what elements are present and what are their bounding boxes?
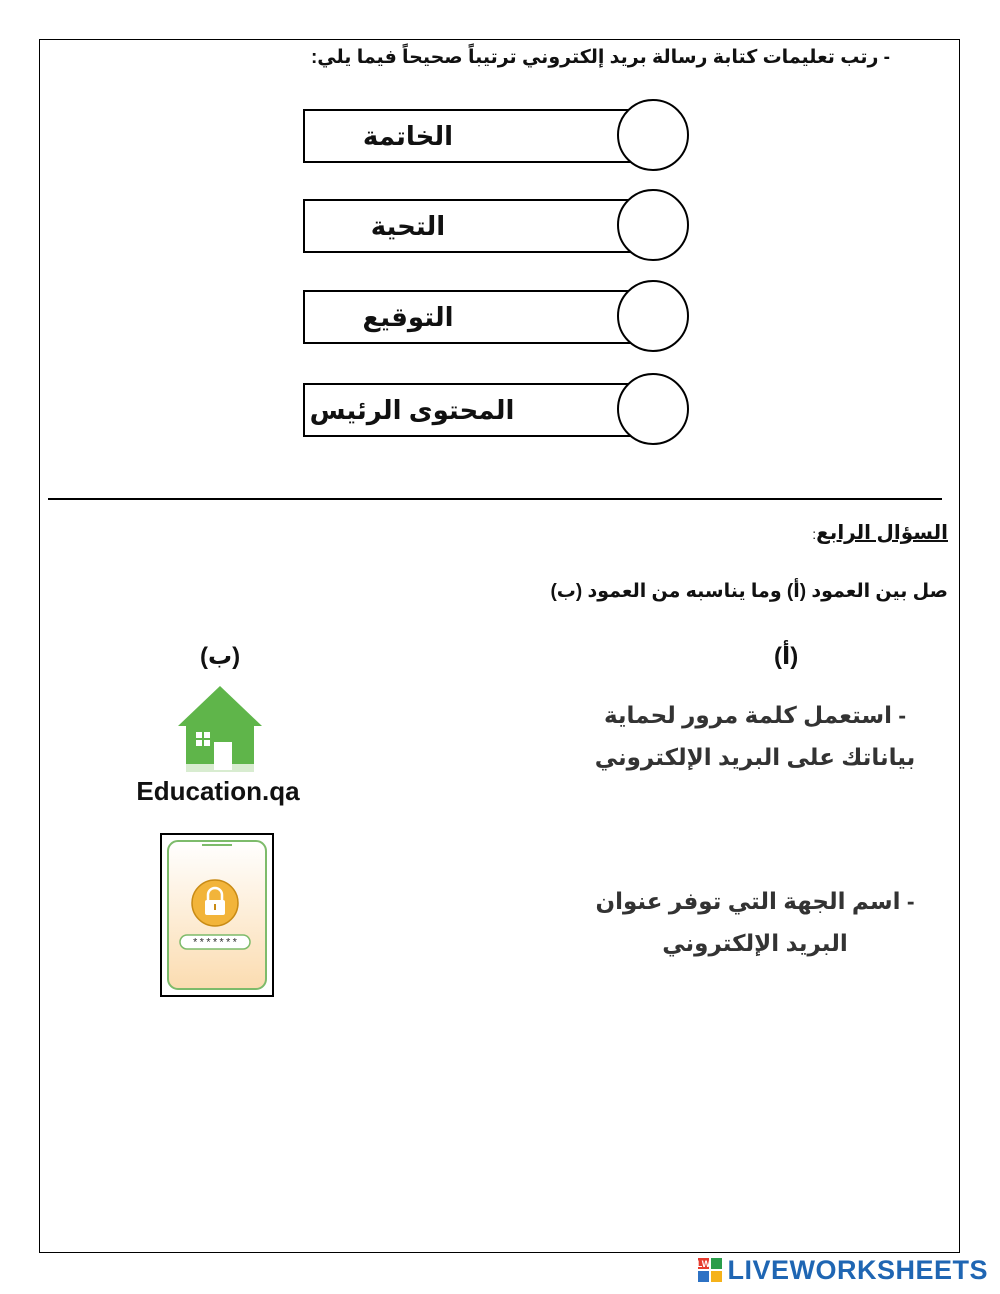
- order-label-box: [303, 199, 633, 253]
- order-label-box: [303, 109, 633, 163]
- order-label-box: [303, 383, 633, 437]
- section-divider: [48, 498, 942, 500]
- column-a-item-provider[interactable]: [590, 880, 920, 964]
- order-label: المحتوى الرئيس: [309, 394, 515, 425]
- liveworksheets-grid-icon: [697, 1257, 723, 1283]
- password-mask: *******: [191, 938, 239, 950]
- order-item-closing: [303, 99, 689, 173]
- column-a-item-password[interactable]: [590, 694, 920, 778]
- order-label: التوقيع: [362, 301, 454, 332]
- column-b-header: (ب): [200, 643, 241, 670]
- item-line-1: - اسم الجهة التي توفر عنوان: [595, 888, 915, 914]
- order-label: التحية: [370, 210, 446, 241]
- order-item-signature: [303, 280, 689, 354]
- order-number-input[interactable]: [617, 280, 689, 352]
- question-4-heading: [812, 520, 948, 545]
- order-label-box: [303, 290, 633, 344]
- heading-colon: :: [812, 526, 817, 542]
- phone-lock-icon[interactable]: [160, 833, 274, 997]
- column-a-header: (أ): [774, 643, 799, 670]
- order-number-input[interactable]: [617, 99, 689, 171]
- logo-letters: LW: [697, 1259, 711, 1269]
- liveworksheets-brand: LIVEWORKSHEETS: [727, 1254, 988, 1285]
- question-4-heading-text: السؤال الرابع: [816, 522, 948, 544]
- question-3-title: - رتب تعليمات كتابة رسالة بريد إلكتروني ترتيباً صحيحاً فيما يلي:: [310, 47, 890, 68]
- liveworksheets-logo: [697, 1256, 988, 1284]
- education-qa-caption: Education.qa: [136, 776, 300, 806]
- order-label: الخاتمة: [362, 120, 454, 151]
- order-number-input[interactable]: [617, 373, 689, 445]
- item-line-2: البريد الإلكتروني: [662, 930, 848, 956]
- house-icon[interactable]: [176, 684, 264, 772]
- order-item-main-content: [303, 373, 689, 447]
- item-line-1: - استعمل كلمة مرور لحماية: [603, 702, 907, 728]
- order-item-greeting: [303, 189, 689, 263]
- order-number-input[interactable]: [617, 189, 689, 261]
- item-line-2: بياناتك على البريد الإلكتروني: [594, 744, 916, 770]
- question-4-instruction: صل بين العمود (أ) وما يناسبه من العمود (ب): [550, 581, 948, 602]
